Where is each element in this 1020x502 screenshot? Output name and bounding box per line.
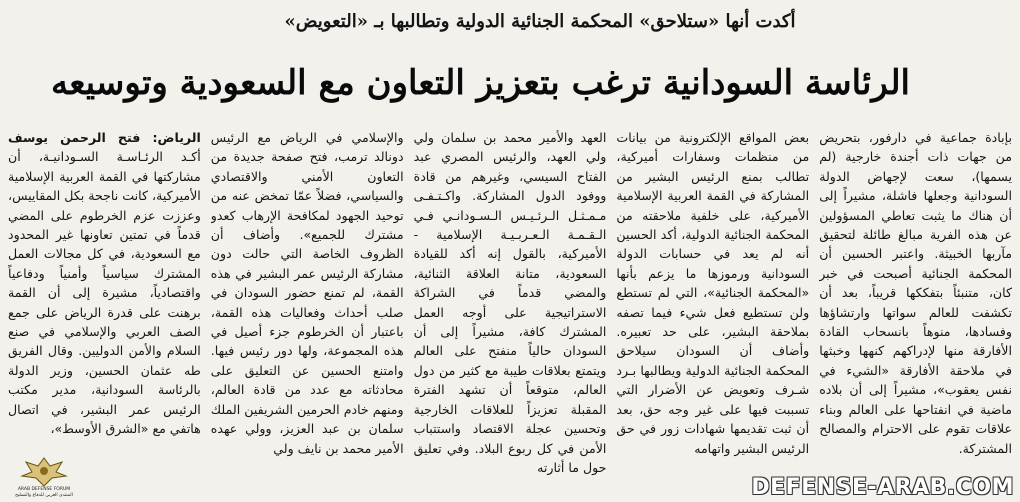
article-column-5	[819, 128, 1012, 500]
arab-defense-forum-logo	[4, 452, 84, 498]
article-column-3	[414, 128, 607, 500]
article-column-2	[211, 128, 404, 500]
article-column-1	[8, 128, 201, 500]
column-text: والإسلامي في الرياض مع الرئيس دونالد ترمب، فتح صفحة جديدة من التعاون الأمني والاقتصادي والسياسي، فضلاً عمّا تمخض عنه من توحيد الجهود لمكافحة الإرهاب كعدو مشترك للجميع». وأضاف أن الظروف الخاصة التي حالت دون مشاركة الرئيس عمر البشير في هذه القمة، لم تمنع حضور السودان في صلب أحداث وفعاليات هذه القمة، باعتبار أن الخرطوم جزء أصيل في هذه المجموعة، ولها دور رئيس فيها. وامتنع الحسين عن التعليق على محادثاته مع عدد من قادة العالم، ومنهم خادم الحرمين الشريفين الملك سلمان بن عبد العزيز، وولي عهده الأمير محمد بن نايف ولي	[210, 130, 404, 456]
emblem-center-icon	[40, 467, 48, 475]
logo-name: ARAB DEFENSE FORUM	[17, 487, 71, 492]
article-headline: الرئاسة السودانية ترغب بتعزيز التعاون مع السعودية وتوسيعه	[51, 63, 910, 103]
article-paragraph	[8, 128, 201, 439]
article-body	[8, 128, 1012, 500]
logo-subtitle: المنتدى العربي للدفاع والتسليح	[15, 493, 73, 498]
watermark: DEFENSE-ARAB.COM	[751, 475, 1014, 500]
column-text: بإبادة جماعية في دارفور، بتحريض من جهات ذات أجندة خارجية (لم يسمها)، سعت لإجهاض الدولة السودانية وجعلها فاشلة، مشيراً إلى أن هناك ما يثبت تعاطي المسؤولين عن هذه الفرية مبالغ طائلة لتحقيق مآربها الخبيثة. واعتبر الحسين أن المحكمة الجنائية أصبحت في خبر كان، متنبئاً بتفككها قريباً، بعد أن تكشفت للعالم سواتها وارتشاؤها وفسادها، منوهاً بانسحاب القادة الأفارقة منها لإدراكهم كنهها وخبثها في ملاحقة الأفارقة «الشيء في نفس يعقوب»، مشيراً إلى أن بلاده ماضية في انفتاحها على العالم وبناء علاقات تقوم على الاحترام والمصالح المشتركة.	[819, 130, 1012, 456]
article-column-4	[616, 128, 809, 500]
logo-emblem-icon	[4, 452, 84, 498]
column-text: بعض المواقع الإلكترونية من بيانات من منظمات وسفارات أميركية، تطالب بمنع الرئيس البشير من المشاركة في القمة العربية الإسلامية الأميركية، على خلفية ملاحقته من المحكمة الجنائية الدولية، أكد الحسين أنه لم يعد في حسابات الدولة السودانية ورموزها ما يزعم بأنها «المحكمة الجنائية»، التي لم تستطع ولن تستطيع فعل شيء فيما تصفه بملاحقة البشير، على حد تعبيره. وأضاف أن السودان سيلاحق المحكمة الجنائية الدولية ويطالبها بـرد شـرف وتعويض عن الأضرار التي تسببت فيها على غير وجه حق، بعد أن ثبت تقديمها شهادات زور في حق الرئيس البشير واتهامه	[616, 130, 810, 456]
column-text: العهد والأمير محمد بن سلمان ولي ولي العهد، والرئيس المصري عبد الفتاح السيسي، وغيرهم من قادة ووفود الدول المشاركة. واكـتـفـى مـمـثـل الـرئـيـس الـسـودانـي فـي الـقـمـة الـعـربـيـة الإسلامية - الأميركية، بالقول إنه أكد للقيادة السعودية، متانة العلاقة الثنائية، والمضي قدماً في الشراكة الاستراتيجية على أوجه العمل المشترك كافة، مشيراً إلى أن السودان حالياً منفتح على العالم ويتمتع بعلاقات طيبة مع كثير من دول العالم، متوقعاً أن تشهد الفترة المقبلة تعزيزاً للعلاقات الخارجية وتحسين عجلة الاقتصاد واستتباب الأمن في كل ربوع البلاد. وفي تعليق حول ما أثارته	[413, 130, 607, 475]
column-text: أكـد الرئـاسـة السـودانيـة، أن مشاركتها في القمة العربية الإسلامية الأميركية، كانت ناجحة بكل المقاييس، وعززت عزم الخرطوم على المضي قدماً في تمتين تعاونها غير المحدود مع السعودية، في كل مجالات العمل المشترك سياسياً وأمنياً ودفاعياً واقتصادياً، مشيرة إلى أن القمة برهنت على قدرة الرياض على جمع الصف العربي والإسلامي في صنع السلام والأمن الدوليين. وقال الفريق طه عثمان الحسين، وزير الدولة بالرئاسة السودانية، مدير مكتب الرئيس عمر البشير، في اتصال هاتفي مع «الشرق الأوسط»،	[8, 149, 201, 437]
article-kicker: أكدت أنها «ستلاحق» المحكمة الجنائية الدولية وتطالبها بـ «التعويض»	[284, 11, 796, 32]
byline: الرياض: فتح الرحمن يوسف	[8, 130, 201, 145]
